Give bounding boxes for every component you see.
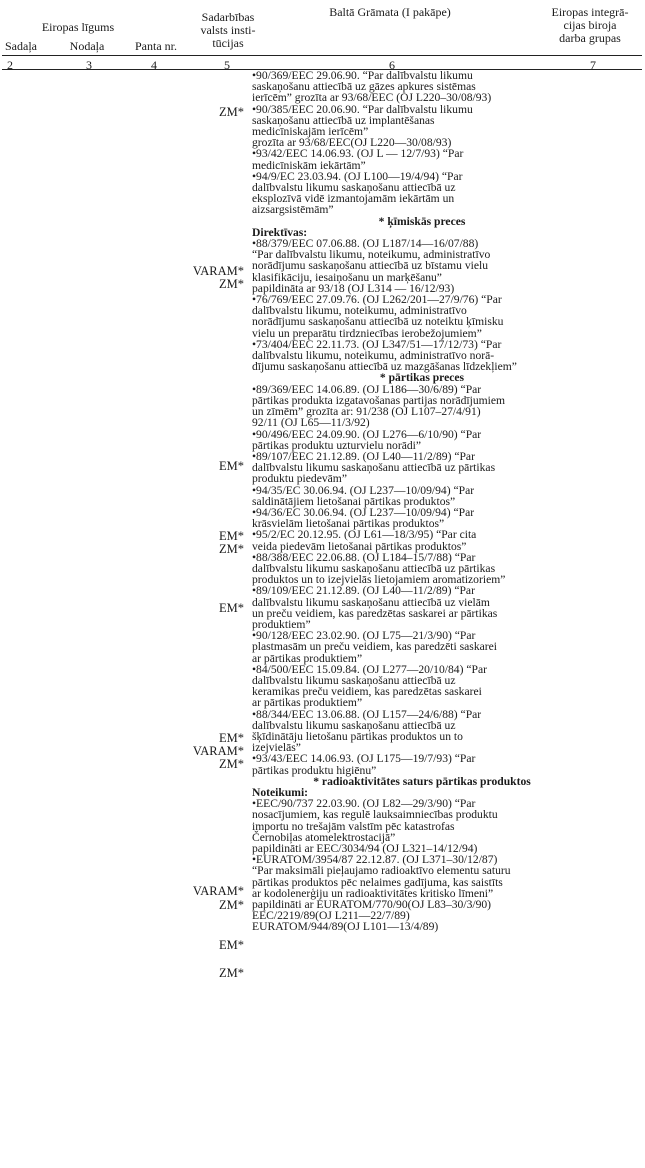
text-line: •EEC/90/737 22.03.90. (OJ L82—29/3/90) “Par <box>252 797 476 811</box>
text-line: ar pārtikas produktiem” <box>252 696 363 710</box>
text-line: •94/36/EC 30.06.94. (OJ L237—10/09/94) “Par <box>252 505 475 519</box>
header-balta-gramata: Baltā Grāmata (I pakāpe) <box>329 5 451 19</box>
text-line: EURATOM/944/89(OJ L101—13/4/89) <box>252 920 439 934</box>
text-line: eksplozīvā vidē izmantojamām iekārtām un <box>252 192 455 206</box>
text-line: “Par dalībvalstu likumu, noteikumu, administratīvo <box>252 248 491 262</box>
text-line: grozīta ar 93/68/EEC(OJ L220—30/08/93) <box>252 136 452 150</box>
text-line: medicīniskajām ierīcēm” <box>252 125 369 139</box>
text-line: papildināti ar EURATOM/770/90(OJ L83–30/3/90) <box>252 898 492 912</box>
text-line: un zīmēm” grozīta ar: 91/238 (OJ L107–27/4/91) <box>252 405 481 419</box>
text-line: •94/9/EC 23.03.94. (OJ L100—19/4/94) “Par <box>252 169 463 183</box>
header-eiropas-ligums: Eiropas līgums <box>41 20 115 34</box>
institution-code: ZM* <box>219 277 244 291</box>
header-panta-nr: Panta nr. <box>135 39 177 53</box>
text-line: medicīniskām iekārtām” <box>252 158 366 172</box>
institution-code: VARAM* <box>192 264 244 278</box>
institution-code: ZM* <box>219 105 244 119</box>
text-line: un preču veidiem, kas paredzētas saskarei ar pārtikas <box>252 606 498 620</box>
text-line: dalībvalstu likumu, noteikumu, administratīvo norā- <box>252 349 495 363</box>
header-sadarbibas-2: valsts insti- <box>200 23 256 37</box>
text-line: produktiem” <box>252 617 311 631</box>
text-line: krāsvielām lietošanai pārtikas produktos” <box>252 517 445 531</box>
text-line: pārtikas produkta izgatavošanas partijas norādījumiem <box>252 393 506 407</box>
text-line: •90/496/EEC 24.09.90. (OJ L276—6/10/90) “Par <box>252 427 482 441</box>
text-line: dalībvalstu likumu, noteikumu, administratīvo <box>252 304 467 318</box>
institution-code: EM* <box>219 459 244 473</box>
text-line: dījumu saskaņošanu attiecībā uz mazgāšanas līdzekļiem” <box>252 360 517 374</box>
text-line: dalībvalstu likumu saskaņošanu attiecībā uz vielām <box>252 595 490 609</box>
text-line: •EURATOM/3954/87 22.12.87. (OJ L371–30/12/87) <box>252 853 498 867</box>
text-line: •73/404/EEC 22.11.73. (OJ L347/51—17/12/73) “Par <box>252 337 502 351</box>
text-line: norādījumu saskaņošanu attiecībā uz noteiktu ķīmisku <box>252 315 504 329</box>
text-line: papildināta ar 93/18 (OJ L314 — 16/12/93) <box>252 281 455 295</box>
institution-code: ZM* <box>219 966 244 980</box>
column-number: 4 <box>151 58 157 72</box>
institution-code: ZM* <box>219 757 244 771</box>
text-line: •94/35/EC 30.06.94. (OJ L237—10/09/94) “Par <box>252 483 475 497</box>
text-line: vielu un preparātu tirdzniecības ierobežojumiem” <box>252 326 482 340</box>
balta-gramata-column <box>252 70 592 933</box>
text-line: •88/344/EEC 13.06.88. (OJ L157—24/6/88) “Par <box>252 707 482 721</box>
header-eiropas-3: darba grupas <box>559 31 621 45</box>
header-sadarbibas-1: Sadarbības <box>201 10 255 24</box>
text-line: ierīcēm” grozīta ar 93/68/EEC (OJ L220–30/08/93) <box>252 91 492 105</box>
header-sadala: Sadaļa <box>5 39 37 53</box>
text-line: •90/128/EEC 23.02.90. (OJ L75—21/3/90) “Par <box>252 629 476 643</box>
text-line: dalībvalstu likumu saskaņošanu attiecībā uz <box>252 181 456 195</box>
text-line: plastmasām un preču veidiem, kas paredzēti saskarei <box>252 640 497 654</box>
text-line: aizsargsistēmām” <box>252 203 334 217</box>
text-line: papildināti ar EEC/3034/94 (OJ L321–14/12/94) <box>252 842 478 856</box>
text-line: veida piedevām lietošanai pārtikas produktos” <box>252 539 467 553</box>
text-line: dalībvalstu likumu saskaņošanu attiecībā uz pārtikas <box>252 561 496 575</box>
text-line: •90/369/EEC 29.06.90. “Par dalībvalstu likumu <box>252 69 473 82</box>
text-line: •93/42/EEC 14.06.93. (OJ L — 12/7/93) “Par <box>252 147 464 161</box>
institution-code: EM* <box>219 529 244 543</box>
text-line: saskaņošanu attiecībā uz implantēšanas <box>252 113 435 127</box>
institution-code: ZM* <box>219 898 244 912</box>
column-number: 3 <box>86 58 92 72</box>
institution-code: EM* <box>219 938 244 952</box>
text-line: 92/11 (OJ L65—11/3/92) <box>252 416 370 430</box>
header-sadarbibas-3: tūcijas <box>212 36 244 50</box>
text-line: •88/388/EEC 22.06.88. (OJ L184–15/7/88) “Par <box>252 550 476 564</box>
institution-code: VARAM* <box>192 884 244 898</box>
header-nodala: Nodaļa <box>69 39 105 53</box>
text-line: * ķīmiskās preces <box>378 214 466 228</box>
text-line: •89/109/EEC 21.12.89. (OJ L40—11/2/89) “Par <box>252 584 475 598</box>
text-line: pārtikas produktos pēc nelaimes gadījuma, kas saistīts <box>252 875 503 889</box>
text-line: •84/500/EEC 15.09.84. (OJ L277—20/10/84) “Par <box>252 662 487 676</box>
institution-code: EM* <box>219 601 244 615</box>
text-line: •76/769/EEC 27.09.76. (OJ L262/201—27/9/76) “Par <box>252 293 502 307</box>
text-line: izejvielās” <box>252 741 301 755</box>
text-line: •89/369/EEC 14.06.89. (OJ L186—30/6/89) “Par <box>252 382 482 396</box>
institution-code: EM* <box>219 731 244 745</box>
text-line: •88/379/EEC 07.06.88. (OJ L187/14—16/07/88) <box>252 237 479 251</box>
header-eiropas-1: Eiropas integrā- <box>551 5 629 19</box>
text-line: pārtikas produktu higiēnu” <box>252 763 377 777</box>
column-number: 7 <box>590 58 596 72</box>
header-eiropas-2: cijas biroja <box>563 18 617 32</box>
institution-code: VARAM* <box>192 744 244 758</box>
text-line: ar pārtikas produktiem” <box>252 651 363 665</box>
text-line: keramikas preču veidiem, kas paredzētas saskarei <box>252 685 482 699</box>
text-line: norādījumu saskaņošanu attiecībā uz bīstamu vielu <box>252 259 489 273</box>
text-line: importu no trešajām valstīm pēc katastrofas <box>252 819 455 833</box>
text-line: “Par maksimāli pieļaujamo radioaktīvo elementu saturu <box>252 864 511 878</box>
text-line: produktos un to izejvielās lietojamiem aromatizoriem” <box>252 573 506 587</box>
text-line: * radioaktivitātes saturs pārtikas produktos <box>313 774 531 788</box>
header-rule-top <box>2 55 642 56</box>
text-line: Černobiļas atomelektrostacijā” <box>252 830 396 844</box>
text-line: •90/385/EEC 20.06.90. “Par dalībvalstu likumu <box>252 102 473 116</box>
column-number: 6 <box>389 58 395 72</box>
text-line: nosacījumiem, kas regulē lauksaimniecības produktu <box>252 808 498 822</box>
institution-code: ZM* <box>219 542 244 556</box>
column-number: 5 <box>224 58 230 72</box>
text-line: dalībvalstu likumu saskaņošanu attiecībā uz pārtikas <box>252 461 496 475</box>
text-line: dalībvalstu likumu saskaņošanu attiecībā uz <box>252 673 456 687</box>
text-line: saskaņošanu attiecībā uz gāzes apkures sistēmas <box>252 80 476 94</box>
text-line: dalībvalstu likumu saskaņošanu attiecībā uz <box>252 718 456 732</box>
text-line: Noteikumi: <box>252 786 309 799</box>
text-line: EEC/2219/89(OJ L211—22/7/89) <box>252 909 410 923</box>
text-line: klasifikāciju, iesaiņošanu un marķēšanu” <box>252 270 442 284</box>
text-line: produktu piedevām” <box>252 472 347 486</box>
text-line: •95/2/EC 20.12.95. (OJ L61—18/3/95) “Par cita <box>252 528 477 542</box>
text-line: šķīdinātāju lietošanu pārtikas produktos un to <box>252 729 463 743</box>
text-line: * pārtikas preces <box>379 371 465 385</box>
text-line: •89/107/EEC 21.12.89. (OJ L40—11/2/89) “Par <box>252 449 475 463</box>
column-number: 2 <box>7 58 13 72</box>
text-line: ar kodolenerģiju un radioaktivitātes kritisko līmeni” <box>252 886 494 900</box>
text-line: •93/43/EEC 14.06.93. (OJ L175—19/7/93) “Par <box>252 752 476 766</box>
text-line: pārtikas produktu uzturvielu norādi” <box>252 438 422 452</box>
text-line: saldinātājiem lietošanai pārtikas produktos” <box>252 494 456 508</box>
text-line: Direktīvas: <box>252 225 308 239</box>
